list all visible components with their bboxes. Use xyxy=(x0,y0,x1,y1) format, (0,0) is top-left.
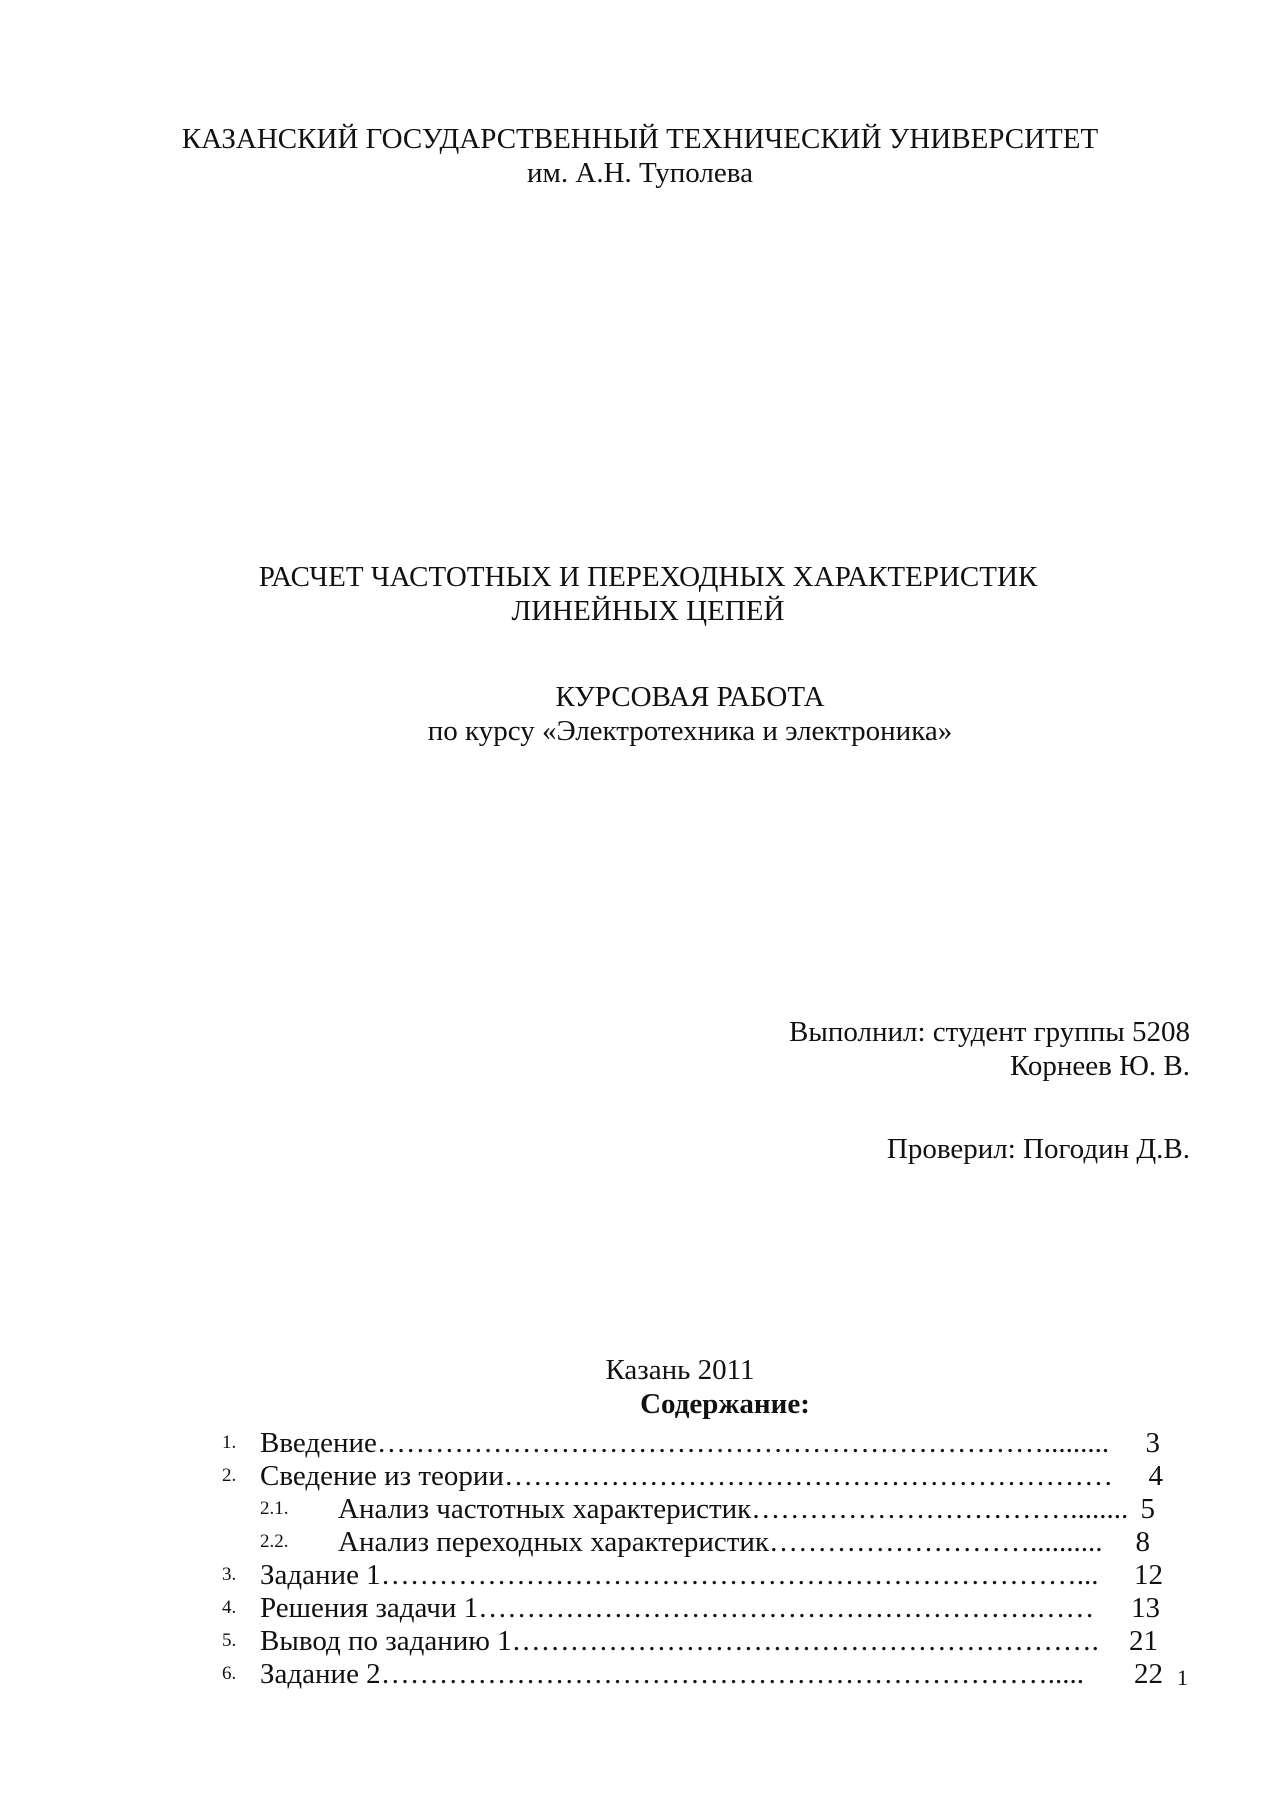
toc-item-title: Задание 1 xyxy=(260,1559,381,1591)
toc-item-page: 13 xyxy=(1131,1592,1160,1624)
toc-item[interactable] xyxy=(0,1558,1280,1592)
toc-item-number: 2.2. xyxy=(260,1531,289,1552)
toc-item-number: 2. xyxy=(222,1465,237,1486)
toc-item-number: 5. xyxy=(222,1630,237,1651)
toc-item-title: Решения задачи 1 xyxy=(260,1592,479,1624)
performed-by: Выполнил: студент группы 5208 xyxy=(789,1016,1190,1048)
work-title-line-1: РАСЧЕТ ЧАСТОТНЫХ И ПЕРЕХОДНЫХ ХАРАКТЕРИСТИК xyxy=(258,561,1038,593)
toc-item[interactable] xyxy=(0,1459,1280,1493)
author-block xyxy=(0,1015,1190,1083)
toc-item-number: 2.1. xyxy=(260,1498,289,1519)
toc-item-title: Анализ переходных характеристик xyxy=(338,1526,770,1558)
toc-heading: Содержание: xyxy=(640,1388,810,1420)
toc-item-title: Вывод по заданию 1 xyxy=(260,1625,512,1657)
university-name: КАЗАНСКИЙ ГОСУДАРСТВЕННЫЙ ТЕХНИЧЕСКИЙ УНИВЕРСИТЕТ xyxy=(181,123,1099,155)
toc-item[interactable] xyxy=(0,1492,1280,1526)
toc-item-page: 5 xyxy=(1140,1493,1155,1525)
toc-item-page: 8 xyxy=(1135,1526,1150,1558)
toc-item-number: 3. xyxy=(222,1564,237,1585)
page-number: 1 xyxy=(1177,1665,1188,1690)
toc-item-leader: ……………………………........ xyxy=(751,1493,1129,1525)
work-title xyxy=(148,560,1148,628)
toc-item-leader: ……………………….......... xyxy=(769,1526,1103,1558)
checked-by: Проверил: Погодин Д.В. xyxy=(886,1133,1190,1165)
work-title-line-2: ЛИНЕЙНЫХ ЦЕПЕЙ xyxy=(511,595,785,627)
toc-item-title: Анализ частотных характеристик xyxy=(338,1493,752,1525)
toc-item-leader: ……………………………………………………. xyxy=(511,1625,1099,1657)
toc-item-leader: ………………………………………………………………... xyxy=(380,1559,1099,1591)
toc-item-title: Задание 2 xyxy=(260,1658,381,1690)
university-named-after: им. А.Н. Туполева xyxy=(527,157,753,189)
work-type: КУРСОВАЯ РАБОТА xyxy=(555,681,825,713)
toc-item-page: 22 xyxy=(1134,1658,1163,1690)
city-year: Казань 2011 xyxy=(605,1354,755,1386)
toc-item[interactable] xyxy=(0,1657,1280,1691)
toc-item-leader: ……………………………………………………… xyxy=(503,1460,1113,1492)
course-name: по курсу «Электротехника и электроника» xyxy=(427,715,953,747)
toc-item-leader: ……………………………………………………………..... xyxy=(380,1658,1084,1690)
toc-item-leader: ………………………………………………….…… xyxy=(478,1592,1095,1624)
toc-item-leader: ……………………………………………………………......... xyxy=(376,1427,1110,1459)
student-name: Корнеев Ю. В. xyxy=(1009,1050,1190,1082)
checker-block xyxy=(0,1132,1190,1166)
toc-item-page: 12 xyxy=(1134,1559,1163,1591)
toc-item-page: 21 xyxy=(1129,1625,1158,1657)
work-type-block xyxy=(190,680,1190,748)
toc-item-number: 4. xyxy=(222,1597,237,1618)
toc-item-title: Введение xyxy=(260,1427,377,1459)
toc-item[interactable] xyxy=(0,1426,1280,1460)
toc-item-page: 4 xyxy=(1148,1460,1163,1492)
toc-item-title: Сведение из теории xyxy=(260,1460,504,1492)
toc-item-number: 1. xyxy=(222,1432,237,1453)
toc-item-page: 3 xyxy=(1145,1427,1160,1459)
toc-item-number: 6. xyxy=(222,1663,237,1684)
toc-item[interactable] xyxy=(0,1624,1280,1658)
toc-item[interactable] xyxy=(0,1525,1280,1559)
university-header xyxy=(0,122,1280,190)
toc-item[interactable] xyxy=(0,1591,1280,1625)
